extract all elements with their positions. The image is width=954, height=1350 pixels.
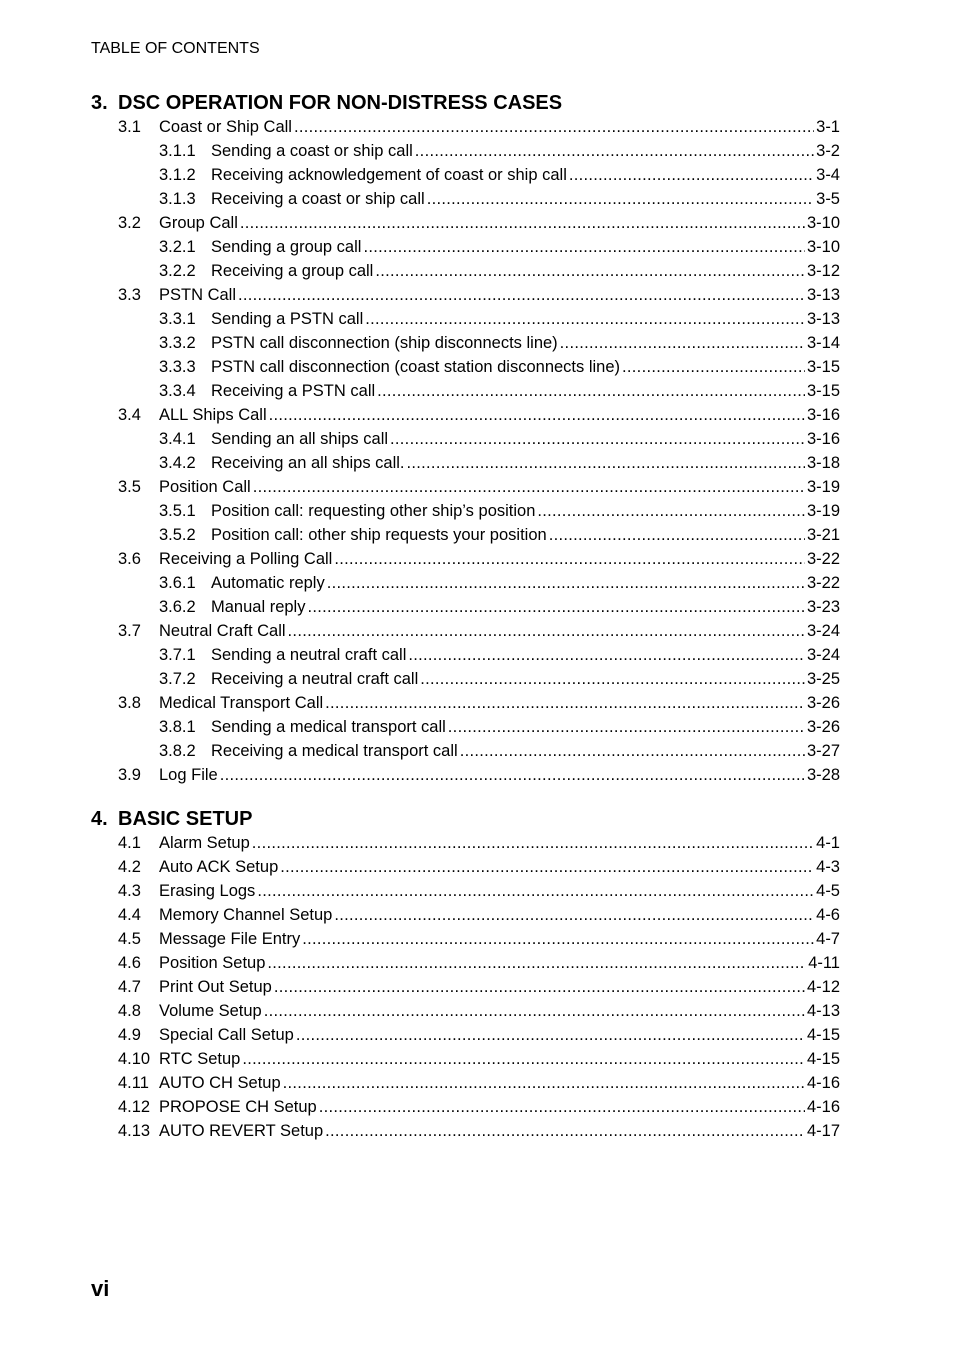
dot-leader (269, 403, 805, 427)
toc-entry-number: 4.4 (118, 906, 141, 924)
dot-leader (302, 927, 814, 951)
toc-entry-page: 4-7 (816, 930, 840, 948)
toc-entry-title: AUTO REVERT Setup (159, 1122, 324, 1140)
toc-entry-title: Alarm Setup (159, 834, 250, 852)
dot-leader (319, 1095, 805, 1119)
dot-leader (415, 139, 814, 163)
toc-entry-title: PSTN Call (159, 286, 237, 304)
dot-leader (407, 451, 805, 475)
toc-entry[interactable] (91, 1095, 840, 1119)
toc-entry-page: 3-10 (806, 214, 840, 232)
toc-entry-number: 3.2.1 (159, 238, 196, 256)
toc-entry[interactable] (91, 211, 840, 235)
toc-entry-title: Sending a group call (211, 238, 362, 256)
dot-leader (537, 499, 805, 523)
toc-entry-number: 3.7.2 (159, 670, 196, 688)
toc-entry[interactable] (91, 307, 840, 331)
toc-entry-title: Receiving a neutral craft call (211, 670, 419, 688)
toc-entry[interactable] (91, 831, 840, 855)
toc-entry-title: Sending a PSTN call (211, 310, 364, 328)
toc-entry-number: 4.10 (118, 1050, 151, 1068)
toc-entry[interactable] (91, 475, 840, 499)
toc-entry-title: PSTN call disconnection (ship disconnects line) (211, 334, 558, 352)
toc-entry[interactable] (91, 1047, 840, 1071)
toc-entry-title: AUTO CH Setup (159, 1074, 281, 1092)
dot-leader (377, 379, 805, 403)
toc-entry-number: 4.12 (118, 1098, 151, 1116)
dot-leader (325, 1119, 805, 1143)
toc-entry[interactable] (91, 763, 840, 787)
toc-entry-title: Sending a medical transport call (211, 718, 446, 736)
chapter-title (91, 807, 840, 831)
dot-leader (307, 595, 805, 619)
toc-entry-title: Memory Channel Setup (159, 906, 333, 924)
toc-entry-page: 3-16 (806, 406, 840, 424)
toc-entry-number: 3.3 (118, 286, 141, 304)
toc-entry-page: 3-14 (806, 334, 840, 352)
toc-entry-title: Receiving a group call (211, 262, 374, 280)
toc-entry-page: 3-25 (806, 670, 840, 688)
toc-entry-title: Position Call (159, 478, 251, 496)
toc-entry[interactable] (91, 1023, 840, 1047)
toc-entry-number: 3.3.4 (159, 382, 196, 400)
toc-entry-number: 3.6.2 (159, 598, 196, 616)
toc-entry[interactable] (91, 115, 840, 139)
chapter-title (91, 91, 840, 115)
toc-entry-page: 3-13 (806, 310, 840, 328)
toc-entry-number: 3.1.3 (159, 190, 196, 208)
toc-entry[interactable] (91, 547, 840, 571)
toc-entry-page: 4-11 (808, 954, 840, 972)
toc-entry[interactable] (91, 715, 840, 739)
toc-entry-title: Neutral Craft Call (159, 622, 286, 640)
dot-leader (448, 715, 805, 739)
toc-entry-page: 4-16 (806, 1074, 840, 1092)
toc-entry-title: Coast or Ship Call (159, 118, 292, 136)
dot-leader (375, 259, 805, 283)
toc-entry[interactable] (91, 691, 840, 715)
toc-entry-page: 3-10 (806, 238, 840, 256)
toc-entry-number: 3.4.2 (159, 454, 196, 472)
toc-entry-number: 3.3.3 (159, 358, 196, 376)
toc-entry-number: 3.1.2 (159, 166, 196, 184)
dot-leader (420, 667, 805, 691)
toc-entry-page: 3-24 (806, 622, 840, 640)
toc-entry-number: 3.1 (118, 118, 141, 136)
dot-leader (622, 355, 805, 379)
toc-entry[interactable] (91, 355, 840, 379)
toc-entry-title: Position call: other ship requests your position (211, 526, 547, 544)
dot-leader (334, 903, 814, 927)
toc-entry-page: 3-22 (806, 574, 840, 592)
dot-leader (294, 115, 814, 139)
toc-entry-page: 3-28 (806, 766, 840, 784)
dot-leader (238, 283, 805, 307)
toc-entry-number: 3.4.1 (159, 430, 196, 448)
toc-entry-page: 4-3 (816, 858, 840, 876)
toc-entry[interactable] (91, 643, 840, 667)
toc-entry[interactable] (91, 259, 840, 283)
toc-entry-page: 4-1 (816, 834, 840, 852)
toc-entry[interactable] (91, 283, 840, 307)
toc-entry-page: 3-26 (806, 718, 840, 736)
toc-entry[interactable] (91, 451, 840, 475)
toc-entry-number: 3.2 (118, 214, 141, 232)
toc-entry-title: Auto ACK Setup (159, 858, 279, 876)
toc-entry-number: 4.3 (118, 882, 141, 900)
toc-entry-title: Erasing Logs (159, 882, 256, 900)
toc-entry-page: 3-13 (806, 286, 840, 304)
toc-entry-page: 4-15 (806, 1050, 840, 1068)
toc-entry-number: 4.11 (118, 1074, 149, 1092)
toc-entry-title: Sending a coast or ship call (211, 142, 413, 160)
toc-entry[interactable] (91, 667, 840, 691)
toc-entry-page: 3-19 (806, 478, 840, 496)
toc-entry-title: Print Out Setup (159, 978, 272, 996)
toc-entry-title: Receiving a coast or ship call (211, 190, 425, 208)
toc-entry-title: Automatic reply (211, 574, 325, 592)
toc-entry-page: 3-19 (806, 502, 840, 520)
toc-entry-page: 4-6 (816, 906, 840, 924)
toc-entry[interactable] (91, 975, 840, 999)
toc-entry-number: 3.7.1 (159, 646, 196, 664)
toc-entry-title: ALL Ships Call (159, 406, 267, 424)
toc-entry[interactable] (91, 499, 840, 523)
chapter-number: 4. (91, 808, 108, 830)
dot-leader (267, 951, 806, 975)
toc-entry-page: 4-5 (816, 882, 840, 900)
toc-entry[interactable] (91, 1071, 840, 1095)
dot-leader (283, 1071, 805, 1095)
toc-entry-page: 3-4 (816, 166, 840, 184)
toc-entry[interactable] (91, 379, 840, 403)
dot-leader (264, 999, 805, 1023)
dot-leader (240, 211, 805, 235)
toc-entry-number: 3.8.1 (159, 718, 196, 736)
toc-entry-page: 3-1 (816, 118, 840, 136)
dot-leader (296, 1023, 805, 1047)
toc-entry-title: Volume Setup (159, 1002, 262, 1020)
toc-entry-number: 3.7 (118, 622, 141, 640)
toc-entry-title: Message File Entry (159, 930, 301, 948)
toc-entry-list (91, 115, 840, 787)
toc-entry[interactable] (91, 523, 840, 547)
toc-entry-page: 3-27 (806, 742, 840, 760)
toc-entry[interactable] (91, 163, 840, 187)
dot-leader (408, 643, 805, 667)
toc-entry[interactable] (91, 595, 840, 619)
toc-entry-number: 4.7 (118, 978, 141, 996)
toc-entry-number: 4.8 (118, 1002, 141, 1020)
dot-leader (363, 235, 805, 259)
toc-entry-number: 4.13 (118, 1122, 151, 1140)
toc-entry-number: 4.1 (118, 834, 141, 852)
chapter-number: 3. (91, 92, 108, 114)
dot-leader (569, 163, 814, 187)
toc-entry-title: Position call: requesting other ship’s position (211, 502, 536, 520)
toc-entry[interactable] (91, 619, 840, 643)
dot-leader (288, 619, 805, 643)
toc-entry-number: 4.2 (118, 858, 141, 876)
toc-entry[interactable] (91, 235, 840, 259)
toc-entry[interactable] (91, 427, 840, 451)
toc-entry-title: RTC Setup (159, 1050, 241, 1068)
toc-entry-page: 3-21 (806, 526, 840, 544)
chapter-3 (91, 91, 840, 787)
dot-leader (427, 187, 814, 211)
toc-entry-number: 3.8.2 (159, 742, 196, 760)
toc-entry-title: Sending an all ships call (211, 430, 389, 448)
toc-entry-number: 3.3.1 (159, 310, 196, 328)
toc-entry-title: Receiving a PSTN call (211, 382, 376, 400)
toc-entry-page: 3-23 (806, 598, 840, 616)
toc-entry-page: 3-22 (806, 550, 840, 568)
dot-leader (242, 1047, 805, 1071)
toc-entry-title: Receiving acknowledgement of coast or ship call (211, 166, 567, 184)
toc-entry[interactable] (91, 1119, 840, 1143)
dot-leader (327, 571, 805, 595)
toc-entry-title: Receiving a medical transport call (211, 742, 458, 760)
toc-entry[interactable] (91, 331, 840, 355)
toc-entry-list (91, 831, 840, 1143)
toc-entry-number: 4.6 (118, 954, 141, 972)
toc-entry-number: 3.5 (118, 478, 141, 496)
toc-entry-title: PROPOSE CH Setup (159, 1098, 317, 1116)
toc-entry-title: Receiving an all ships call. (211, 454, 405, 472)
toc-entry[interactable] (91, 139, 840, 163)
dot-leader (257, 879, 814, 903)
toc-entry-page: 3-12 (806, 262, 840, 280)
toc-entry-number: 3.2.2 (159, 262, 196, 280)
toc-entry[interactable] (91, 739, 840, 763)
toc-entry-page: 4-17 (806, 1122, 840, 1140)
toc-entry-page: 4-12 (806, 978, 840, 996)
toc-entry-page: 3-5 (816, 190, 840, 208)
dot-leader (252, 831, 814, 855)
dot-leader (390, 427, 805, 451)
toc-entry-number: 4.5 (118, 930, 141, 948)
toc-entry-number: 3.5.1 (159, 502, 196, 520)
dot-leader (365, 307, 805, 331)
toc-entry-number: 3.4 (118, 406, 141, 424)
dot-leader (253, 475, 805, 499)
toc-entry-number: 3.5.2 (159, 526, 196, 544)
toc-entry-page: 3-18 (806, 454, 840, 472)
toc-entry-page: 4-16 (806, 1098, 840, 1116)
toc-entry-number: 3.8 (118, 694, 141, 712)
toc-entry[interactable] (91, 403, 840, 427)
page-number: vi (91, 1276, 110, 1301)
toc-entry-number: 4.9 (118, 1026, 141, 1044)
toc-entry[interactable] (91, 903, 840, 927)
dot-leader (325, 691, 805, 715)
toc-entry[interactable] (91, 187, 840, 211)
toc-entry[interactable] (91, 951, 840, 975)
chapter-title-text: BASIC SETUP (118, 808, 253, 830)
toc-entry-page: 3-15 (806, 358, 840, 376)
dot-leader (220, 763, 805, 787)
toc-entry-number: 3.6 (118, 550, 141, 568)
toc-entry-page: 3-2 (816, 142, 840, 160)
running-header: TABLE OF CONTENTS (91, 40, 260, 57)
toc-entry-title: Medical Transport Call (159, 694, 324, 712)
toc-entry-number: 3.1.1 (159, 142, 196, 160)
toc-entry-title: Manual reply (211, 598, 306, 616)
toc-entry-title: Group Call (159, 214, 238, 232)
toc-entry[interactable] (91, 855, 840, 879)
toc-entry-page: 3-24 (806, 646, 840, 664)
toc-entry-number: 3.9 (118, 766, 141, 784)
dot-leader (274, 975, 805, 999)
chapter-title-text: DSC OPERATION FOR NON-DISTRESS CASES (118, 92, 563, 114)
toc-entry-page: 4-15 (806, 1026, 840, 1044)
toc-entry[interactable] (91, 999, 840, 1023)
toc-entry-title: Position Setup (159, 954, 266, 972)
dot-leader (280, 855, 814, 879)
toc-entry-page: 3-15 (806, 382, 840, 400)
dot-leader (460, 739, 805, 763)
toc-entry-title: Special Call Setup (159, 1026, 294, 1044)
toc-entry[interactable] (91, 927, 840, 951)
toc-entry-page: 3-26 (806, 694, 840, 712)
toc-entry-number: 3.6.1 (159, 574, 196, 592)
dot-leader (549, 523, 805, 547)
toc-entry-page: 4-13 (806, 1002, 840, 1020)
chapter-4 (91, 807, 840, 1143)
dot-leader (334, 547, 805, 571)
toc-entry-title: Receiving a Polling Call (159, 550, 333, 568)
toc-entry-title: Sending a neutral craft call (211, 646, 407, 664)
toc-entry-title: Log File (159, 766, 218, 784)
toc-entry-title: PSTN call disconnection (coast station disconnects line) (211, 358, 621, 376)
toc-entry-number: 3.3.2 (159, 334, 196, 352)
dot-leader (560, 331, 805, 355)
toc-entry-page: 3-16 (806, 430, 840, 448)
toc-entry[interactable] (91, 879, 840, 903)
toc-entry[interactable] (91, 571, 840, 595)
